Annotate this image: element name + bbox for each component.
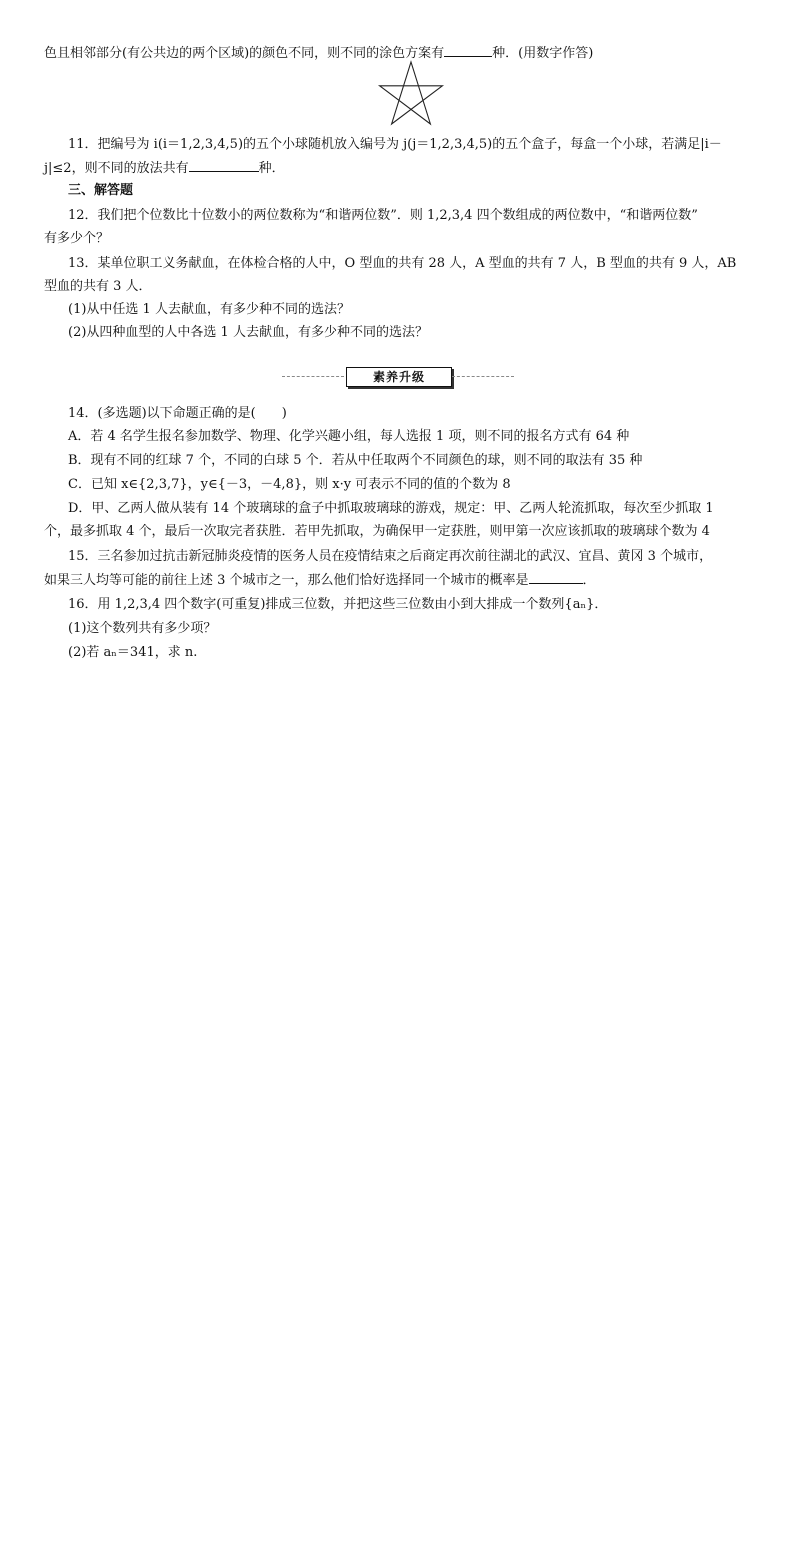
- q11-line2: [44, 157, 285, 180]
- q13-line2: 型血的共有 3 人．: [44, 279, 152, 294]
- q11-text-post: 种．: [258, 161, 285, 176]
- q15-text-pre: 如果三人均等可能的前往上述 3 个城市之一，那么他们恰好选择同一个城市的概率是: [44, 573, 529, 588]
- q12-line2: 有多少个？: [44, 231, 110, 246]
- q16-part2: (2)若 aₙ＝341，求 n.: [68, 645, 198, 660]
- section-heading-3: 三、解答题: [68, 183, 134, 198]
- divider-dash-left: [282, 376, 344, 377]
- answer-blank[interactable]: [529, 569, 583, 584]
- q15-line1: 15．三名参加过抗击新冠肺炎疫情的医务人员在疫情结束之后商定再次前往湖北的武汉、宜昌、黄冈 3 个城市，: [68, 549, 713, 564]
- section-label-box: 素养升级: [346, 367, 452, 387]
- q14-option-a: A．若 4 名学生报名参加数学、物理、化学兴趣小组，每人选报 1 项，则不同的报名方式有 64 种: [68, 429, 630, 444]
- q13-part1: (1)从中任选 1 人去献血，有多少种不同的选法？: [68, 302, 350, 317]
- q10-text-pre: 色且相邻部分(有公共边的两个区域)的颜色不同，则不同的涂色方案有: [44, 46, 445, 61]
- q14-option-d-line2: 个，最多抓取 4 个，最后一次取完者获胜．若甲先抓取，为确保甲一定获胜，则甲第一次应该抓取的玻璃球个数为 4: [44, 524, 710, 539]
- q16-line1: 16．用 1,2,3,4 四个数字(可重复)排成三位数，并把这些三位数由小到大排成一个数列{aₙ}．: [68, 597, 608, 612]
- q14-option-d-line1: D．甲、乙两人做从装有 14 个玻璃球的盒子中抓取玻璃球的游戏，规定：甲、乙两人轮流抓取，每次至少抓取 1: [68, 501, 714, 516]
- q13-line1: 13．某单位职工义务献血，在体检合格的人中，O 型血的共有 28 人，A 型血的共有 7 人，B 型血的共有 9 人，AB: [68, 256, 737, 271]
- q12-line1: 12．我们把个位数比十位数小的两位数称为“和谐两位数”．则 1,2,3,4 四个数组成的两位数中，“和谐两位数”: [68, 208, 698, 223]
- q13-part2: (2)从四种血型的人中各选 1 人去献血，有多少种不同的选法？: [68, 325, 428, 340]
- q14-option-c: C．已知 x∈{2,3,7}，y∈{－3，－4,8}，则 x·y 可表示不同的值的个数为 8: [68, 477, 511, 492]
- pentagram-figure: [376, 60, 446, 130]
- q10-continuation: [44, 42, 593, 65]
- q16-part1: (1)这个数列共有多少项？: [68, 621, 217, 636]
- divider-dash-right: [452, 376, 514, 377]
- q15-text-post: ．: [582, 573, 596, 588]
- q11-line1: 11．把编号为 i(i＝1,2,3,4,5)的五个小球随机放入编号为 j(j＝1,2,3,4,5)的五个盒子，每盒一个小球，若满足|i－: [68, 137, 722, 152]
- answer-blank[interactable]: [189, 157, 259, 172]
- answer-blank[interactable]: [444, 42, 492, 57]
- q11-text-pre: j|≤2，则不同的放法共有: [44, 161, 189, 176]
- q15-line2: [44, 569, 596, 592]
- section-divider: [282, 367, 514, 387]
- q14-stem: 14．(多选题)以下命题正确的是( ): [68, 406, 287, 421]
- q14-option-b: B．现有不同的红球 7 个，不同的白球 5 个．若从中任取两个不同颜色的球，则不同的取法有 35 种: [68, 453, 643, 468]
- q10-text-post: 种．(用数字作答): [492, 46, 594, 61]
